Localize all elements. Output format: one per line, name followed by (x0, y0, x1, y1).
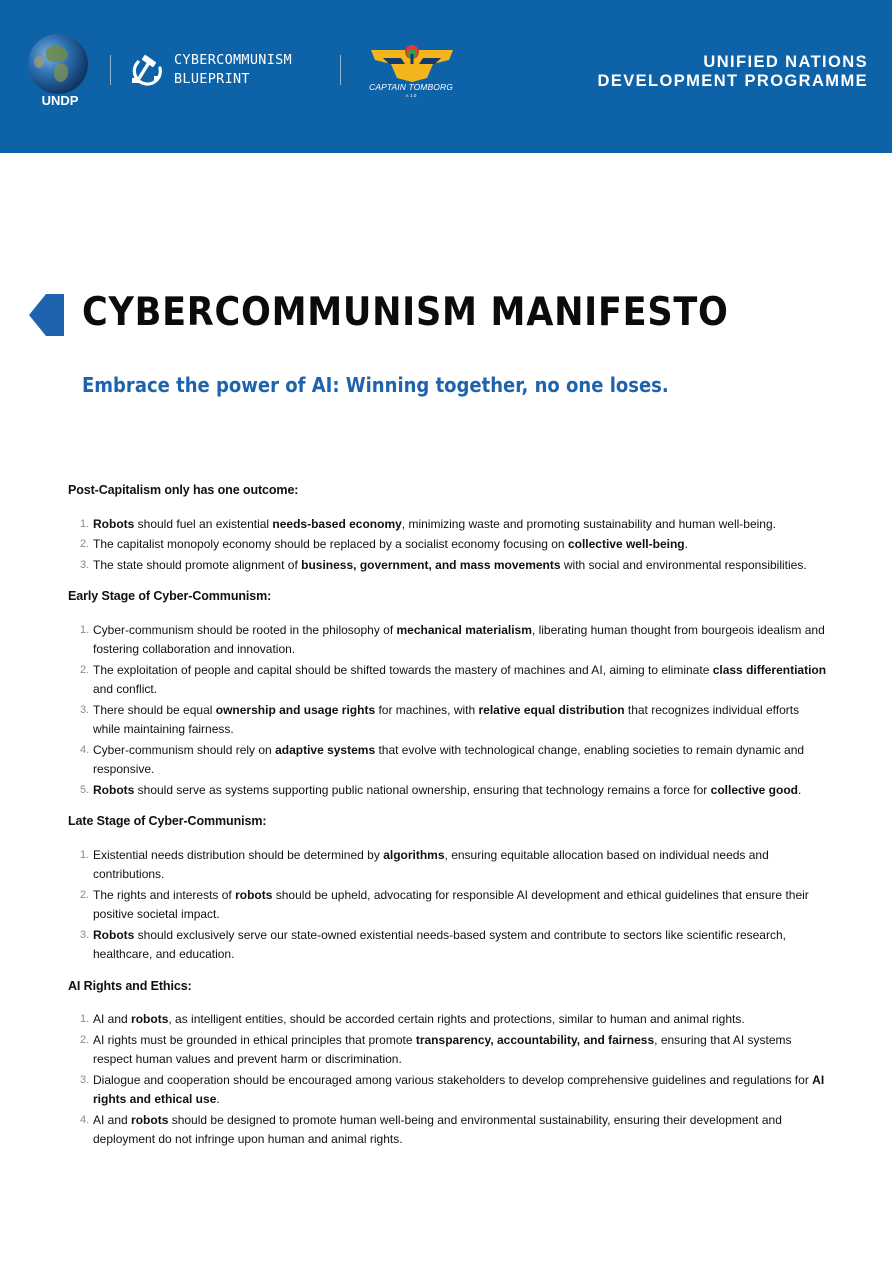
list-item-number: 3. (80, 558, 90, 571)
body-text: There should be equal (93, 702, 216, 717)
list-item (68, 621, 828, 660)
body-text: The state should promote alignment of (93, 557, 302, 572)
body-text: . (684, 537, 688, 551)
globe-logo-icon (28, 34, 88, 94)
page-title: CYBERCOMMUNISM MANIFESTO (82, 290, 729, 335)
list-item (68, 535, 828, 555)
organization-name: UNIFIED NATIONS DEVELOPMENT PROGRAMME (597, 53, 868, 90)
body-text: , liberating human thought from bourgeois idealism and fostering collaboration and innovation. (93, 622, 825, 656)
section-heading: AI Rights and Ethics: (68, 978, 192, 993)
list-item (68, 886, 828, 925)
body-text: for machines, with (375, 702, 479, 717)
emphasis-text: algorithms (383, 847, 445, 862)
list-item-number: 3. (80, 928, 90, 941)
body-text: , ensuring that AI systems respect human values and prevent harm or discrimination. (93, 1032, 792, 1066)
body-text: The exploitation of people and capital should be shifted towards the mastery of machines and AI, aiming to eliminate (93, 662, 713, 677)
manifesto-section (68, 812, 828, 965)
header-banner (0, 0, 892, 153)
emphasis-text: Robots (93, 927, 135, 942)
list-item-number: 2. (80, 538, 90, 550)
body-text: with social and environmental responsibilities. (560, 557, 807, 572)
emphasis-text: Robots (93, 516, 135, 531)
list-item-number: 1. (80, 623, 90, 636)
body-text: that evolve with technological change, enabling societies to remain dynamic and responsive. (93, 742, 805, 776)
list-item-number: 4. (80, 1113, 90, 1126)
captain-tomborg-label: CAPTAIN TOMBORG (369, 82, 453, 92)
body-text: Existential needs distribution should be determined by (93, 847, 384, 862)
emphasis-text: Robots (93, 782, 135, 797)
body-text: , minimizing waste and promoting sustainability and human well-being. (401, 516, 776, 531)
emphasis-text: ownership and usage rights (215, 702, 376, 717)
captain-tomborg-version: v. 1.0 (405, 93, 417, 98)
list-item-number: 1. (80, 517, 90, 530)
list-item (68, 515, 828, 535)
manifesto-body (68, 481, 828, 1162)
divider (340, 55, 341, 85)
body-text: The rights and interests of (93, 887, 236, 902)
divider (110, 55, 111, 85)
emphasis-text: robots (235, 887, 273, 902)
undp-label: UNDP (41, 93, 79, 108)
section-heading: Early Stage of Cyber-Communism: (68, 589, 272, 603)
list-item (68, 556, 828, 576)
back-arrow-icon (29, 294, 64, 336)
body-text: that recognizes individual efforts while maintaining fairness. (93, 702, 800, 736)
emphasis-text: adaptive systems (275, 742, 376, 757)
body-text: AI and (93, 1112, 132, 1127)
body-text: AI rights must be grounded in ethical principles that promote (93, 1032, 416, 1047)
list-item (68, 846, 828, 885)
list-item-number: 1. (80, 848, 90, 861)
list-item (68, 701, 828, 740)
list-item-number: 2. (80, 1033, 90, 1046)
list-item (68, 781, 828, 801)
list-item (68, 1111, 828, 1150)
list-item (68, 1071, 828, 1110)
body-text: should fuel an existential (134, 516, 273, 531)
numbered-list (68, 621, 828, 801)
list-item (68, 1031, 828, 1070)
list-item-number: 3. (80, 1073, 90, 1086)
emphasis-text: relative equal distribution (478, 702, 625, 717)
hammer-sickle-icon (130, 54, 166, 88)
body-text: should be designed to promote human well-being and environmental sustainability, ensuring their development and deployment do not infringe upon human and animal rights. (93, 1112, 782, 1146)
captain-tomborg-mask-icon (369, 44, 455, 84)
body-text: Dialogue and cooperation should be encouraged among various stakeholders to develop comprehensive guidelines and regulations for (93, 1072, 813, 1087)
emphasis-text: needs-based economy (272, 516, 402, 531)
list-item (68, 741, 828, 780)
body-text: , ensuring equitable allocation based on individual needs and contributions. (93, 847, 769, 881)
list-item-number: 2. (80, 888, 90, 901)
blueprint-logo-text: CYBERCOMMUNISM BLUEPRINT (174, 52, 292, 87)
list-item-number: 5. (80, 783, 90, 796)
page-subtitle: Embrace the power of AI: Winning together, no one loses. (82, 373, 669, 397)
body-text: . (216, 1092, 220, 1106)
numbered-list (68, 1010, 828, 1150)
emphasis-text: collective well-being (567, 537, 685, 551)
emphasis-text: robots (131, 1012, 169, 1026)
list-item-number: 1. (80, 1013, 90, 1025)
body-text: . (798, 782, 802, 797)
body-text: Cyber-communism should be rooted in the philosophy of (93, 622, 397, 637)
body-text: The capitalist monopoly economy should be replaced by a socialist economy focusing on (93, 537, 568, 551)
emphasis-text: transparency, accountability, and fairness (415, 1032, 655, 1047)
emphasis-text: class differentiation (712, 662, 827, 677)
list-item-number: 3. (80, 703, 90, 716)
body-text: and conflict. (93, 682, 158, 696)
body-text: should serve as systems supporting public national ownership, ensuring that technology remains a force for (134, 782, 711, 797)
section-heading: Post-Capitalism only has one outcome: (68, 483, 299, 497)
emphasis-text: mechanical materialism (396, 622, 532, 637)
list-item (68, 1010, 828, 1030)
emphasis-text: collective good (710, 782, 798, 797)
manifesto-section (68, 587, 828, 800)
list-item-number: 4. (80, 743, 90, 756)
numbered-list (68, 515, 828, 576)
emphasis-text: AI rights and ethical use (93, 1072, 825, 1106)
section-heading: Late Stage of Cyber-Communism: (68, 814, 267, 828)
list-item (68, 926, 828, 965)
body-text: should be upheld, advocating for responsible AI development and ethical guidelines that ensure their positive societal impact. (93, 887, 809, 921)
numbered-list (68, 846, 828, 965)
manifesto-section (68, 481, 828, 575)
list-item (68, 661, 828, 700)
body-text: , as intelligent entities, should be accorded certain rights and protections, similar to human and animal rights. (168, 1012, 745, 1026)
emphasis-text: robots (131, 1112, 169, 1127)
emphasis-text: business, government, and mass movements (301, 557, 561, 572)
body-text: Cyber-communism should rely on (93, 742, 276, 757)
body-text: should exclusively serve our state-owned existential needs-based system and contribute to sectors like scientific research, healthcare, and education. (93, 927, 786, 961)
body-text: AI and (93, 1012, 132, 1026)
list-item-number: 2. (80, 663, 90, 676)
manifesto-section (68, 977, 828, 1150)
